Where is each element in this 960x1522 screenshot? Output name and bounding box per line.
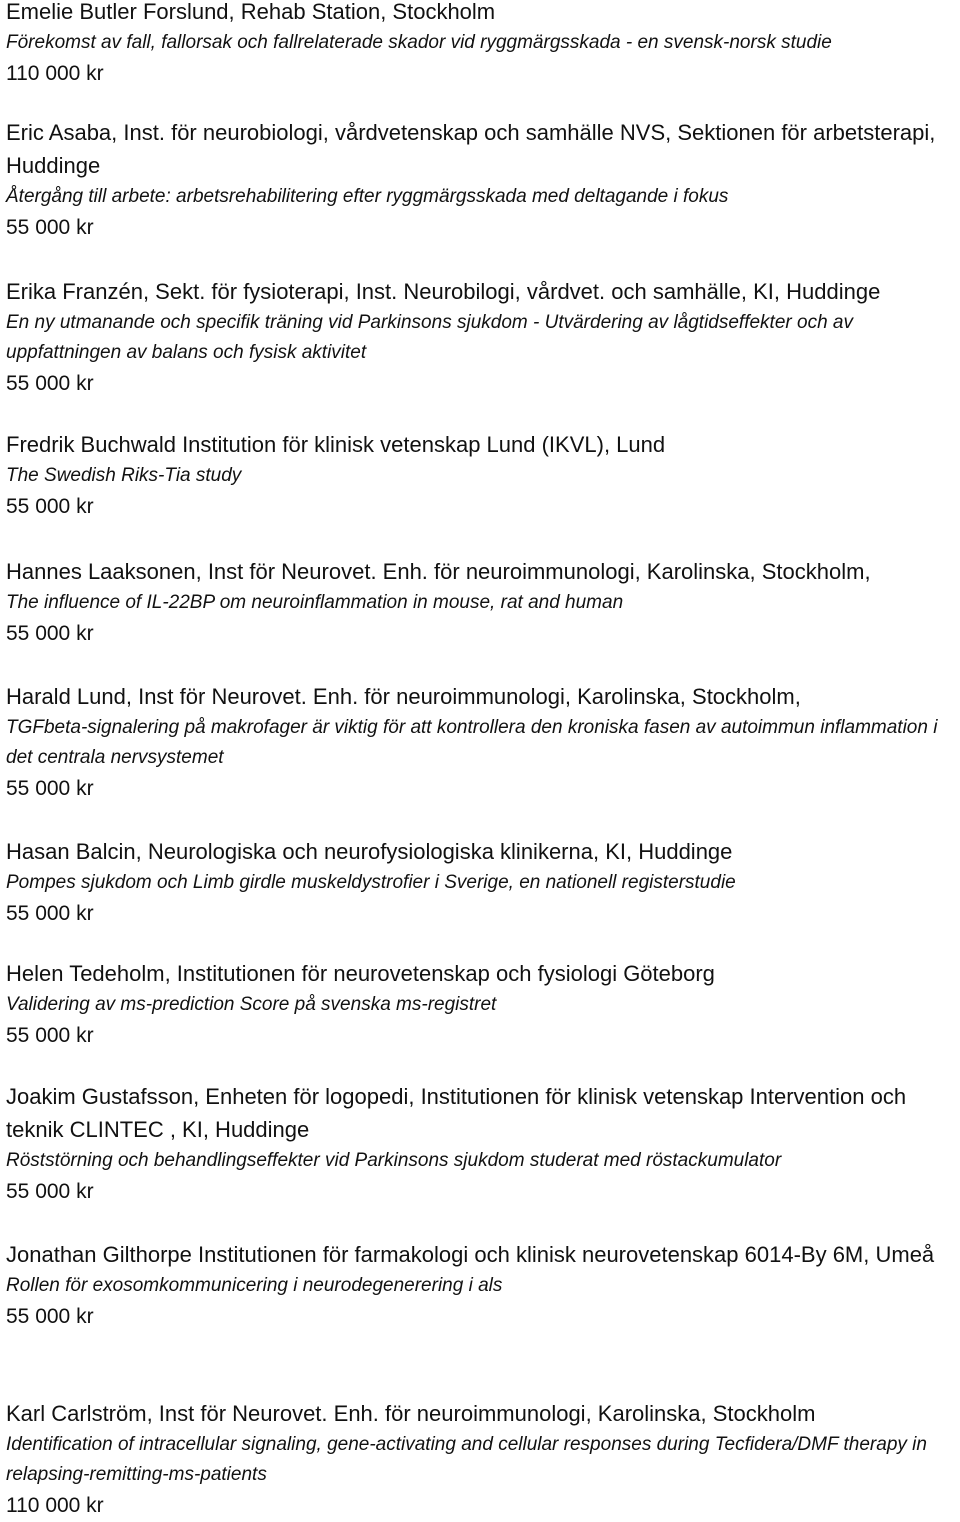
grant-recipient: Karl Carlström, Inst för Neurovet. Enh. för neuroimmunologi, Karolinska, Stockholm [6, 1401, 816, 1426]
grant-amount: 55 000 kr [6, 777, 94, 800]
grant-entry [6, 116, 954, 244]
grant-entry [6, 1080, 954, 1208]
grant-entry [6, 680, 954, 805]
grant-project-title: Rollen för exosomkommunicering i neurodegenerering i als [6, 1275, 503, 1296]
grant-amount: 55 000 kr [6, 372, 94, 395]
grant-recipient: Helen Tedeholm, Institutionen för neurovetenskap och fysiologi Göteborg [6, 961, 715, 986]
grant-recipient: Joakim Gustafsson, Enheten för logopedi, Institutionen för klinisk vetenskap Intervention och teknik CLINTEC , KI, Huddinge [6, 1084, 907, 1142]
grant-recipient: Erika Franzén, Sekt. för fysioterapi, Inst. Neurobilogi, vårdvet. och samhälle, KI, Huddinge [6, 279, 881, 304]
grant-amount: 55 000 kr [6, 902, 94, 925]
grant-project-title: Förekomst av fall, fallorsak och fallrelaterade skador vid ryggmärgsskada - en svensk-norsk studie [6, 32, 832, 53]
grant-project-title: TGFbeta-signalering på makrofager är viktig för att kontrollera den kroniska fasen av autoimmun inflammation i det centrala nervsystemet [6, 717, 938, 768]
grant-recipient: Emelie Butler Forslund, Rehab Station, Stockholm [6, 0, 496, 24]
grant-amount: 55 000 kr [6, 1180, 94, 1203]
grant-entry [6, 555, 954, 650]
grant-recipient: Eric Asaba, Inst. för neurobiologi, vårdvetenskap och samhälle NVS, Sektionen för arbetsterapi, Huddinge [6, 120, 936, 178]
grant-project-title: Pompes sjukdom och Limb girdle muskeldystrofier i Sverige, en nationell registerstudie [6, 872, 736, 893]
grant-project-title: Röststörning och behandlingseffekter vid Parkinsons sjukdom studerat med röstackumulator [6, 1150, 782, 1171]
grant-entry [6, 957, 954, 1052]
grant-entry [6, 1397, 954, 1522]
grant-recipient: Harald Lund, Inst för Neurovet. Enh. för neuroimmunologi, Karolinska, Stockholm, [6, 684, 801, 709]
grant-project-title: Återgång till arbete: arbetsrehabilitering efter ryggmärgsskada med deltagande i fokus [6, 186, 729, 207]
grant-entry [6, 1238, 954, 1333]
grant-entry [6, 428, 954, 523]
grant-entry [6, 0, 954, 90]
grant-recipient: Fredrik Buchwald Institution för klinisk vetenskap Lund (IKVL), Lund [6, 432, 666, 457]
grant-entry [6, 275, 954, 400]
grant-entry [6, 835, 954, 930]
grant-recipient: Hannes Laaksonen, Inst för Neurovet. Enh. för neuroimmunologi, Karolinska, Stockholm, [6, 559, 871, 584]
grant-project-title: En ny utmanande och specifik träning vid Parkinsons sjukdom - Utvärdering av lågtidseffekter och av uppfattningen av balans och fysisk aktivitet [6, 312, 853, 363]
grant-recipient: Jonathan Gilthorpe Institutionen för farmakologi och klinisk neurovetenskap 6014-By 6M, Umeå [6, 1242, 935, 1267]
grant-recipient: Hasan Balcin, Neurologiska och neurofysiologiska klinikerna, KI, Huddinge [6, 839, 733, 864]
grant-project-title: Validering av ms-prediction Score på svenska ms-registret [6, 994, 497, 1015]
grant-amount: 55 000 kr [6, 1305, 94, 1328]
grant-project-title: The influence of IL-22BP om neuroinflammation in mouse, rat and human [6, 592, 624, 613]
grant-project-title: The Swedish Riks-Tia study [6, 465, 242, 486]
grant-amount: 55 000 kr [6, 495, 94, 518]
grant-amount: 55 000 kr [6, 216, 94, 239]
grant-amount: 55 000 kr [6, 622, 94, 645]
grant-amount: 110 000 kr [6, 1494, 104, 1517]
grant-project-title: Identification of intracellular signaling, gene-activating and cellular responses during Tecfidera/DMF therapy in relapsing-remitting-ms-patients [6, 1434, 927, 1485]
grant-amount: 55 000 kr [6, 1024, 94, 1047]
grant-amount: 110 000 kr [6, 62, 104, 85]
